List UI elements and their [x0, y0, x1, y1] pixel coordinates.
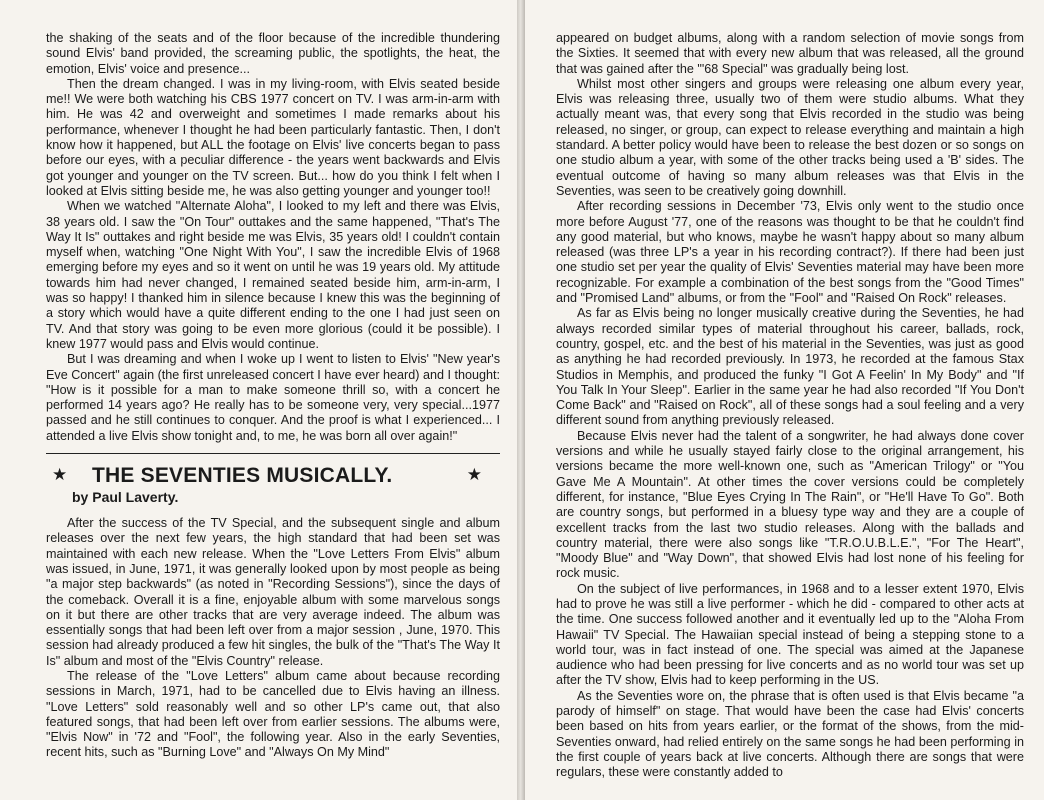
right-page — [525, 0, 1044, 800]
paragraph: On the subject of live performances, in 1968 and to a lesser extent 1970, Elvis had to prove he was still a live performer - which he did - compared to other acts at the time. One success followed another and it eventually led up to the "Aloha From Hawaii" TV Special. The Hawaiian special instead of being a stepping stone to a world tour, was in fact instead of one. The special was aimed at the Japanese audience who had been pressing for live concerts and as no world tour was set up after the TV show, Elvis had to keep performing in the US. — [556, 581, 1024, 688]
paragraph: Then the dream changed. I was in my living-room, with Elvis seated beside me!! We were both watching his CBS 1977 concert on TV. I was arm-in-arm with him. He was 42 and overweight and sometimes I made remarks about his performance, whenever I thought he had been particularly fantastic. Then, I don't know how it happened, but ALL the footage on Elvis' live concerts began to pass before our eyes, with a peculiar difference - the years went backwards and Elvis got younger and younger on the TV screen. But... how do you think I felt when I looked at Elvis sitting beside me, he was also getting younger and younger too!! — [46, 76, 500, 198]
paragraph: As far as Elvis being no longer musically creative during the Seventies, he had always recorded similar types of material throughout his career, ballads, rock, country, gospel, etc. and the best of his material in the Seventies, was just as good as anything he had recorded previously. In 1973, he recorded at the famous Stax Studios in Memphis, and produced the funky "I Got A Feelin' In My Body" and "If You Talk In Your Sleep". Earlier in the same year he had also recorded "If You Don't Come Back" and "Raised on Rock", all of these songs had a soul feeling and a very different sound from anything previously released. — [556, 306, 1024, 428]
paragraph: After the success of the TV Special, and the subsequent single and album releases over the next few years, the high standard that had been set was maintained with each new release. When the "Love Letters From Elvis" album was issued, in June, 1971, it was generally looked upon by most people as being "a major step backwards" (as noted in "Recording Sessions"), since the days of the comeback. Overall it is a fine, enjoyable album with some marvelous songs on it but there are other tracks that are very average indeed. The album was essentially songs that had been left over from a major session , June, 1970. This session had already produced a few hit singles, the bulk of the "That's The Way It Is" album and most of the "Elvis Country" release. — [46, 516, 500, 668]
section-divider — [46, 453, 500, 454]
paragraph: As the Seventies wore on, the phrase that is often used is that Elvis became "a parody of himself" on stage. That would have been the case had Elvis' concerts been based on hits from years earlier, or the format of the shows, from the mid-Seventies onward, had relied entirely on the same songs he had been performing in the first couple of years back at live concerts. Although there are songs that were regulars, these were constantly added to — [556, 688, 1024, 780]
paragraph: Whilst most other singers and groups were releasing one album every year, Elvis was releasing three, usually two of them were studio albums. What they actually meant was, that every song that Elvis recorded in the studio was being released, no singer, or group, can expect to release everything and maintain a high standard. A better policy would have been to release the best dozen or so songs on one studio album a year, with some of the other tracks being used a 'B' sides. The eventual outcome of having so many album releases was that Elvis in the Seventies, was seen to be creatively going downhill. — [556, 76, 1024, 198]
paragraph: the shaking of the seats and of the floor because of the incredible thundering sound Elvis' band provided, the screaming public, the spotlights, the heat, the emotion, Elvis' voice and presence... — [46, 31, 500, 76]
byline: by Paul Laverty. — [72, 489, 179, 506]
paragraph: After recording sessions in December '73, Elvis only went to the studio once more before August '77, one of the reasons was thought to be that he couldn't find any good material, but who knows, maybe he wasn't happy about so many album released (was three LP's a year in his recording contract?). If there had been just one studio set per year the quality of Elvis' Seventies material may have been more recognizable. For example a combination of the best songs from the "Good Times" and "Promised Land" albums, or from the "Fool" and "Raised On Rock" releases. — [556, 199, 1024, 306]
left-page — [0, 0, 517, 800]
star-icon: ★ — [466, 465, 482, 486]
article-header — [46, 463, 500, 489]
paragraph: The release of the "Love Letters" album came about because recording sessions in March, 1971, had to be cancelled due to Elvis having an illness. "Love Letters" sold reasonably well and so other LP's came out, that also featured songs, that had been left over from earlier sessions. The albums were, "Elvis Now" in '72 and "Fool", the following year. Also in the early Seventies, recent hits, such as "Burning Love" and "Always On My Mind" — [46, 668, 500, 760]
paragraph: Because Elvis never had the talent of a songwriter, he had always done cover versions and while he usually stayed fairly close to the original arrangement, his versions became the more well-known one, such as "American Trilogy" or "You Gave Me A Mountain". At other times the cover versions could be completely different, for instance, "Blue Eyes Crying In The Rain", or "He'll Have To Go". Both are country songs, but performed in a bluesy type way and they are a couple of excellent tracks from the last two studio releases. Along with the ballads and country material, there were also songs like "T.R.O.U.B.L.E.", "For The Heart", "Moody Blue" and "Way Down", that showed Elvis had lost none of his feeling for rock music. — [556, 428, 1024, 581]
star-icon: ★ — [52, 465, 68, 486]
page-gutter — [517, 0, 525, 800]
paragraph: appeared on budget albums, along with a random selection of movie songs from the Sixties. It seemed that with every new album that was released, all the ground that was gained after the "'68 Special" was gradually being lost. — [556, 31, 1024, 76]
paragraph: But I was dreaming and when I woke up I went to listen to Elvis' "New year's Eve Concert" again (the first unreleased concert I have ever heard) and I thought: "How is it possible for a man to make someone thrill so, with a concert he performed 14 years ago? He really has to be someone very, very special...1977 passed and he still continues to conquer. And the proof is what I experienced... I attended a live Elvis show tonight and, to me, he was born all over again!" — [46, 352, 500, 443]
article-title: THE SEVENTIES MUSICALLY. — [92, 464, 393, 488]
paragraph: When we watched "Alternate Aloha", I looked to my left and there was Elvis, 38 years old. I saw the "On Tour" outtakes and the same happened, "That's The Way It Is" outtakes and right beside me was Elvis, 35 years old! I couldn't contain myself when, watching "One Night With You", I saw the incredible Elvis of 1968 emerging before my eyes and so it went on until he was 19 years old. My attitude towards him had never changed, I remained seated beside him, arm-in-arm, I was so happy! I thanked him in silence because I knew this was the beginning of a story which would have a quite different ending to the one I had just seen on TV. And that story was going to be even more glorious (could it be possible). I knew 1977 would pass and Elvis would continue. — [46, 199, 500, 351]
